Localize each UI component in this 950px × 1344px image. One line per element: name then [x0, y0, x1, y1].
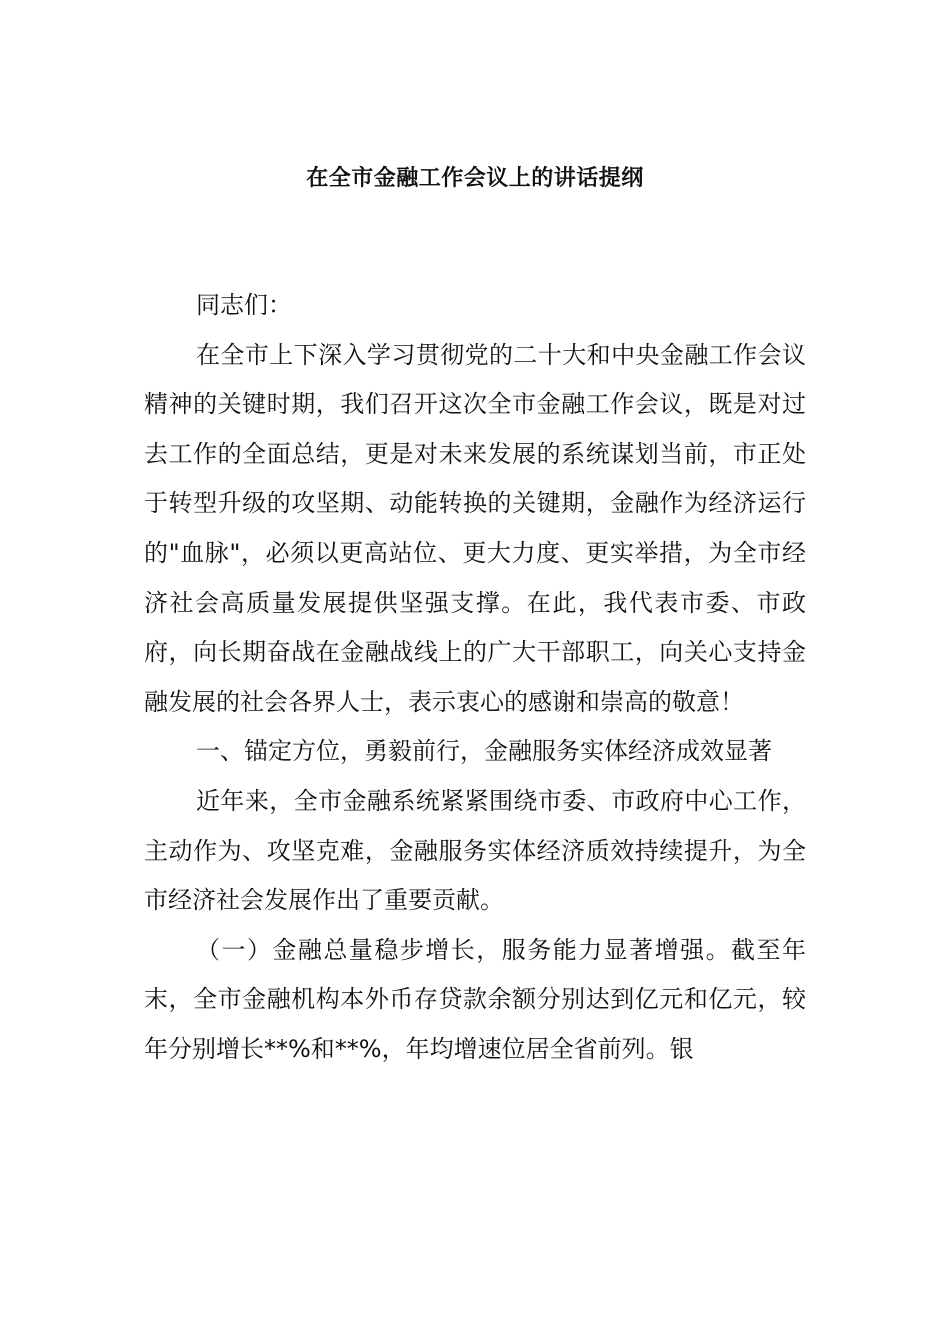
document-title: 在全市金融工作会议上的讲话提纲 [306, 166, 644, 191]
section-heading-1: 一、锚定方位，勇毅前行，金融服务实体经济成效显著 [196, 737, 772, 766]
subsection-paragraph-1: （一）金融总量稳步增长，服务能力显著增强。截至年末，全市金融机构本外币存贷款余额分别达到亿元和亿元，较年分别增长**%和**%，年均增速位居全省前列。银 [144, 935, 806, 1063]
opening-paragraph: 在全市上下深入学习贯彻党的二十大和中央金融工作会议精神的关键时期，我们召开这次全市金融工作会议，既是对过去工作的全面总结，更是对未来发展的系统谋划当前，市正处于转型升级的攻坚期、动能转换的关键期，金融作为经济运行的"血脉"，必须以更高站位、更大力度、更实举措，为全市经济社会高质量发展提供坚强支撑。在此，我代表市委、市政府，向长期奋战在金融战线上的广大干部职工，向关心支持金融发展的社会各界人士，表示衷心的感谢和崇高的敬意！ [144, 340, 806, 716]
section-intro-paragraph: 近年来，全市金融系统紧紧围绕市委、市政府中心工作，主动作为、攻坚克难，金融服务实体经济质效持续提升，为全市经济社会发展作出了重要贡献。 [144, 786, 806, 915]
salutation-paragraph: 同志们： [196, 291, 292, 319]
document-body [144, 281, 806, 1075]
